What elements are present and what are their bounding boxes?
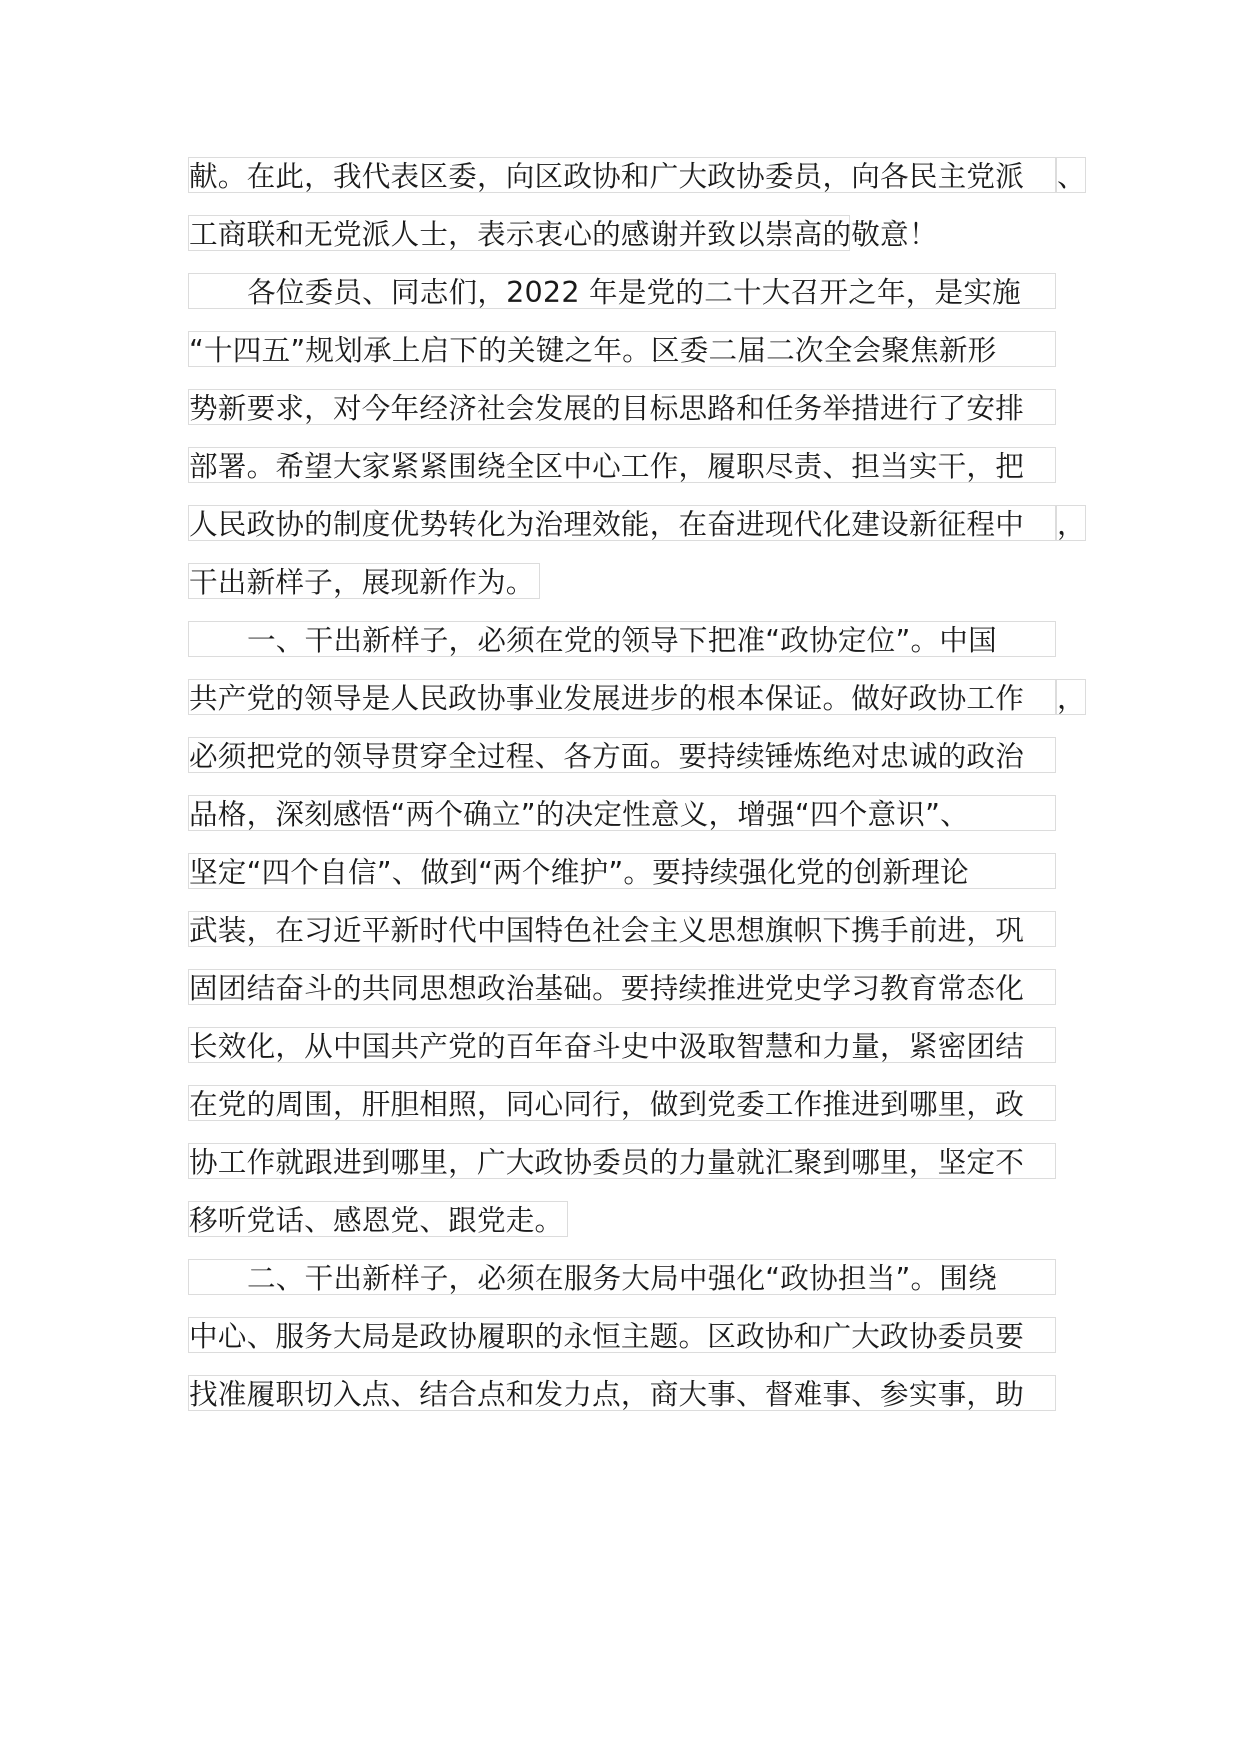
- text-line-9: 一、干出新样子，必须在党的领导下把准“政协定位”。中国: [188, 621, 1056, 657]
- text-line-10: 共产党的领导是人民政协事业发展进步的根本保证。做好政协工作: [188, 679, 1056, 715]
- text-line-7: 人民政协的制度优势转化为治理效能，在奋进现代化建设新征程中: [188, 505, 1056, 541]
- text-line-15: 固团结奋斗的共同思想政治基础。要持续推进党史学习教育常态化: [188, 969, 1056, 1005]
- text-line-2: 工商联和无党派人士，表示衷心的感谢并致以崇高的敬意！: [189, 217, 938, 251]
- text-line-8: 干出新样子，展现新作为。: [188, 563, 540, 599]
- text-line-6: 部署。希望大家紧紧围绕全区中心工作，履职尽责、担当实干，把: [188, 447, 1056, 483]
- text-line-12: 品格，深刻感悟“两个确立”的决定性意义，增强“四个意识”、: [188, 795, 1056, 831]
- text-line-20: 二、干出新样子，必须在服务大局中强化“政协担当”。围绕: [188, 1259, 1056, 1295]
- text-line-21: 中心、服务大局是政协履职的永恒主题。区政协和广大政协委员要: [188, 1317, 1056, 1353]
- text-line-16: 长效化，从中国共产党的百年奋斗史中汲取智慧和力量，紧密团结: [188, 1027, 1056, 1063]
- text-line-7-tail: ，: [1057, 507, 1086, 541]
- text-line-18: 协工作就跟进到哪里，广大政协委员的力量就汇聚到哪里，坚定不: [188, 1143, 1056, 1179]
- text-line-10-tail: ，: [1057, 681, 1086, 715]
- text-line-14: 武装，在习近平新时代中国特色社会主义思想旗帜下携手前进，巩: [188, 911, 1056, 947]
- text-line-19: 移听党话、感恩党、跟党走。: [188, 1201, 568, 1237]
- text-line-17: 在党的周围，肝胆相照，同心同行，做到党委工作推进到哪里，政: [188, 1085, 1056, 1121]
- text-line-22: 找准履职切入点、结合点和发力点，商大事、督难事、参实事，助: [188, 1375, 1056, 1411]
- text-line-13: 坚定“四个自信”、做到“两个维护”。要持续强化党的创新理论: [188, 853, 1056, 889]
- text-line-1-tail: 、: [1057, 159, 1086, 193]
- text-line-11: 必须把党的领导贯穿全过程、各方面。要持续锤炼绝对忠诚的政治: [188, 737, 1056, 773]
- text-line-1: 献。在此，我代表区委，向区政协和广大政协委员，向各民主党派: [188, 157, 1056, 193]
- text-line-5: 势新要求，对今年经济社会发展的目标思路和任务举措进行了安排: [188, 389, 1056, 425]
- text-line-4: “十四五”规划承上启下的关键之年。区委二届二次全会聚焦新形: [188, 331, 1056, 367]
- text-line-3: 各位委员、同志们，2022 年是党的二十大召开之年，是实施: [188, 273, 1056, 309]
